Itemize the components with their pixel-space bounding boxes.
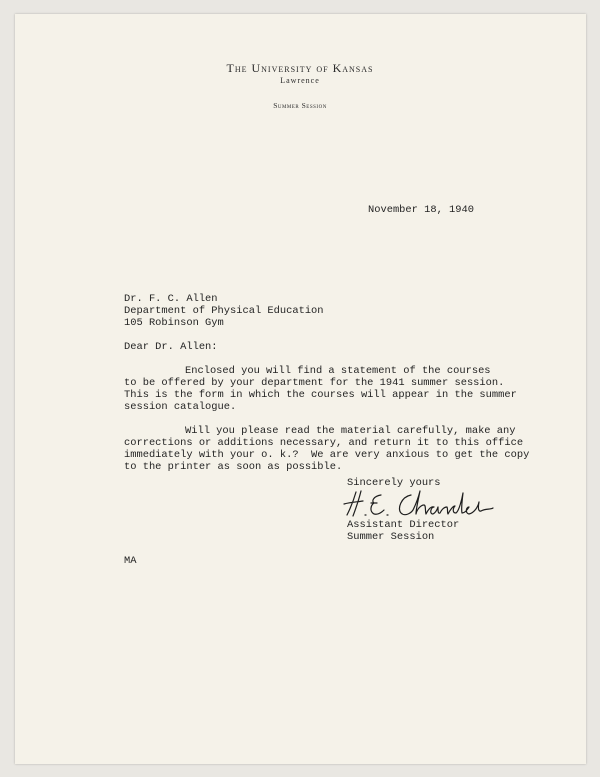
body-line: Enclosed you will find a statement of the courses — [185, 365, 491, 377]
salutation: Dear Dr. Allen: — [124, 341, 218, 353]
body-line: session catalogue. — [124, 401, 237, 413]
signer-title: Assistant Director — [347, 519, 460, 531]
letter-date: November 18, 1940 — [368, 204, 475, 216]
body-line: This is the form in which the courses will appear in the summer — [124, 389, 517, 401]
body-line: immediately with your o. k.? We are very anxious to get the copy — [124, 449, 530, 461]
body-line: to be offered by your department for the 1941 summer session. — [124, 377, 505, 389]
handwritten-signature — [341, 487, 501, 523]
body-line: to the printer as soon as possible. — [124, 461, 343, 473]
letterhead-university: The University of Kansas — [226, 61, 374, 75]
recipient-line: 105 Robinson Gym — [124, 317, 224, 329]
body-line: corrections or additions necessary, and return it to this office — [124, 437, 524, 449]
closing: Sincerely yours — [347, 477, 441, 489]
typist-initials: MA — [124, 555, 137, 567]
recipient-line: Department of Physical Education — [124, 305, 324, 317]
letterhead-department: Summer Session — [273, 101, 327, 110]
recipient-line: Dr. F. C. Allen — [124, 293, 218, 305]
body-line: Will you please read the material carefully, make any — [185, 425, 516, 437]
letterhead-city: Lawrence — [280, 76, 320, 85]
signer-title: Summer Session — [347, 531, 435, 543]
